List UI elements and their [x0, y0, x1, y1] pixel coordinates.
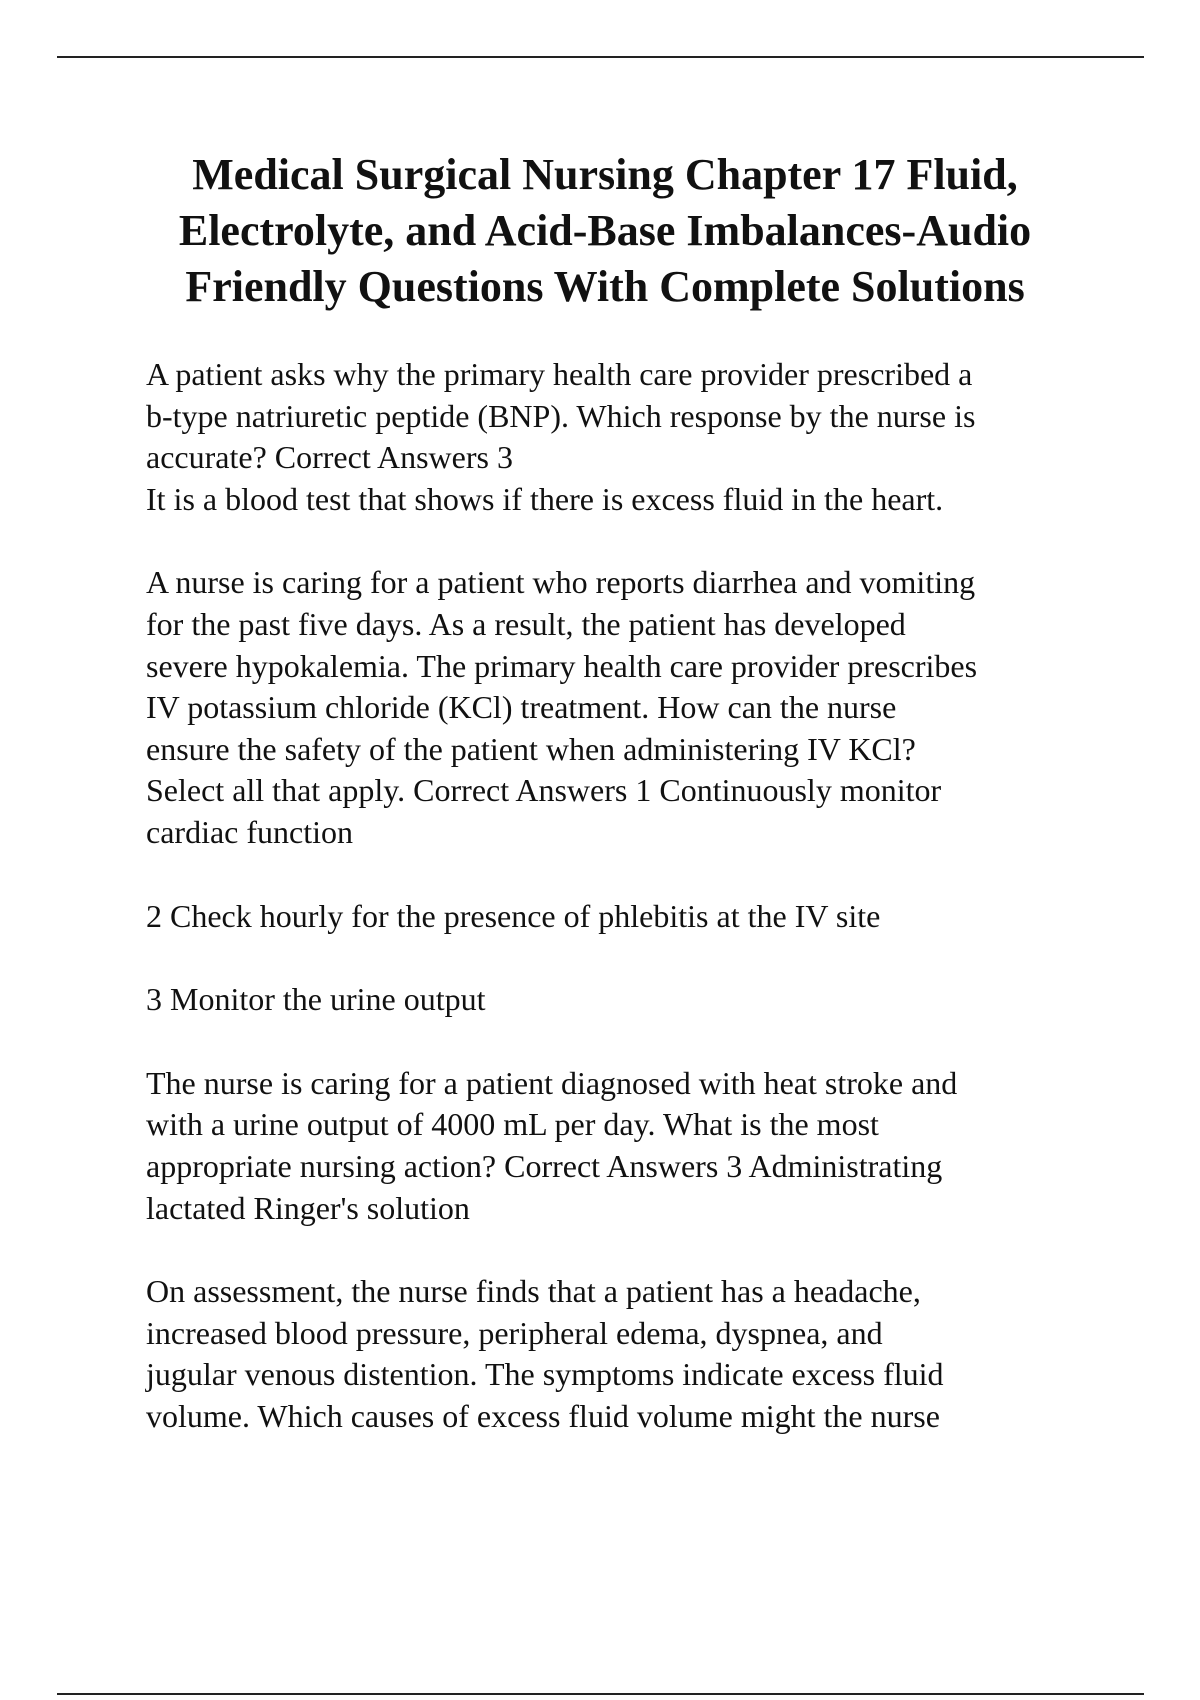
text-line: 2 Check hourly for the presence of phlebitis at the IV site: [146, 897, 881, 934]
text-line: volume. Which causes of excess fluid volume might the nurse: [146, 1397, 940, 1434]
paragraph-fluid-volume-question: [146, 1271, 1106, 1437]
paragraph-kcl-question: [146, 562, 1106, 853]
text-line: The nurse is caring for a patient diagnosed with heat stroke and: [146, 1064, 958, 1101]
text-line: b-type natriuretic peptide (BNP). Which response by the nurse is: [146, 397, 976, 434]
text-line: A nurse is caring for a patient who reports diarrhea and vomiting: [146, 564, 976, 601]
paragraph-heat-stroke-question: [146, 1063, 1106, 1229]
text-line: appropriate nursing action? Correct Answers 3 Administrating: [146, 1147, 943, 1184]
paragraph-bnp-question: [146, 354, 1106, 520]
text-line: It is a blood test that shows if there is excess fluid in the heart.: [146, 480, 944, 517]
text-line: accurate? Correct Answers 3: [146, 439, 513, 476]
text-line: A patient asks why the primary health care provider prescribed a: [146, 356, 973, 392]
document-title: Medical Surgical Nursing Chapter 17 Fluid, Electrolyte, and Acid-Base Imbalances-Audio Friendly Questions With Complete Solutions: [178, 150, 1032, 311]
text-line: Select all that apply. Correct Answers 1 Continuously monitor: [146, 772, 942, 809]
text-line: ensure the safety of the patient when administering IV KCl?: [146, 730, 916, 767]
footer-rule: [57, 1693, 1144, 1695]
text-line: 3 Monitor the urine output: [146, 981, 486, 1018]
text-line: severe hypokalemia. The primary health care provider prescribes: [146, 647, 978, 684]
text-line: jugular venous distention. The symptoms indicate excess fluid: [146, 1356, 944, 1393]
paragraph-kcl-answer-2: [146, 896, 1106, 938]
document-body: [146, 354, 1106, 1479]
header-rule: [57, 56, 1144, 58]
text-line: lactated Ringer's solution: [146, 1189, 470, 1226]
text-line: with a urine output of 4000 mL per day. What is the most: [146, 1106, 879, 1143]
text-line: cardiac function: [146, 813, 353, 850]
text-line: increased blood pressure, peripheral edema, dyspnea, and: [146, 1314, 883, 1351]
text-line: IV potassium chloride (KCl) treatment. How can the nurse: [146, 689, 897, 726]
text-line: for the past five days. As a result, the patient has developed: [146, 605, 906, 642]
paragraph-kcl-answer-3: [146, 979, 1106, 1021]
text-line: On assessment, the nurse finds that a patient has a headache,: [146, 1273, 921, 1310]
